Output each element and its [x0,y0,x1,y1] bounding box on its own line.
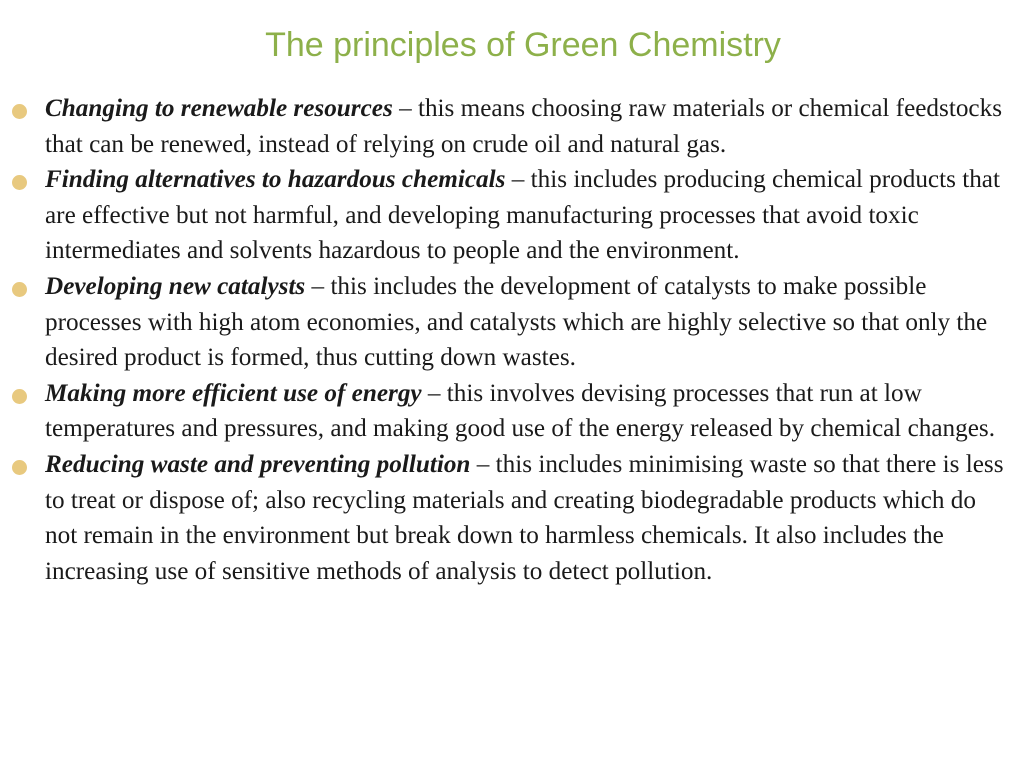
bullet-item-energy-efficiency [0,376,1024,447]
bullet-item-hazardous-alternatives [0,162,1024,269]
bullet-text: – this includes the development of catalysts to make possible processes with high atom economies, and catalysts which are highly selective so that only the desired product is formed, thus cutting down wastes. [45,272,988,372]
bullet-text: – this includes minimising waste so that there is less to treat or dispose of; also recycling materials and creating biodegradable products which do not remain in the environment but break down to harmless chemicals. It also includes the increasing use of sensitive methods of analysis to detect pollution. [45,450,1004,585]
bullet-heading: Reducing waste and preventing pollution [45,450,471,478]
bullet-heading: Changing to renewable resources [45,95,393,122]
bullet-dot-icon [12,282,27,297]
bullet-heading: Developing new catalysts [45,272,306,300]
bullet-text: – this involves devising processes that run at low temperatures and pressures, and making good use of the energy released by chemical changes. [45,379,996,443]
bullet-item-new-catalysts [0,269,1024,376]
slide-title: The principles of Green Chemistry [265,26,781,64]
bullet-text: – this means choosing raw materials or chemical feedstocks that can be renewed, instead of relying on crude oil and natural gas. [45,95,1002,158]
bullet-dot-icon [12,175,27,190]
bullet-dot-icon [12,460,27,475]
bullet-heading: Making more efficient use of energy [45,379,422,407]
bullet-dot-icon [12,104,27,119]
bullet-item-renewable-resources [0,91,1024,162]
bullet-item-reducing-waste [0,447,1024,589]
bullet-list [0,91,1024,589]
bullet-text: – this includes producing chemical products that are effective but not harmful, and developing manufacturing processes that avoid toxic intermediates and solvents hazardous to people and the environment. [45,166,1000,265]
bullet-heading: Finding alternatives to hazardous chemicals [45,166,506,194]
bullet-dot-icon [12,389,27,404]
